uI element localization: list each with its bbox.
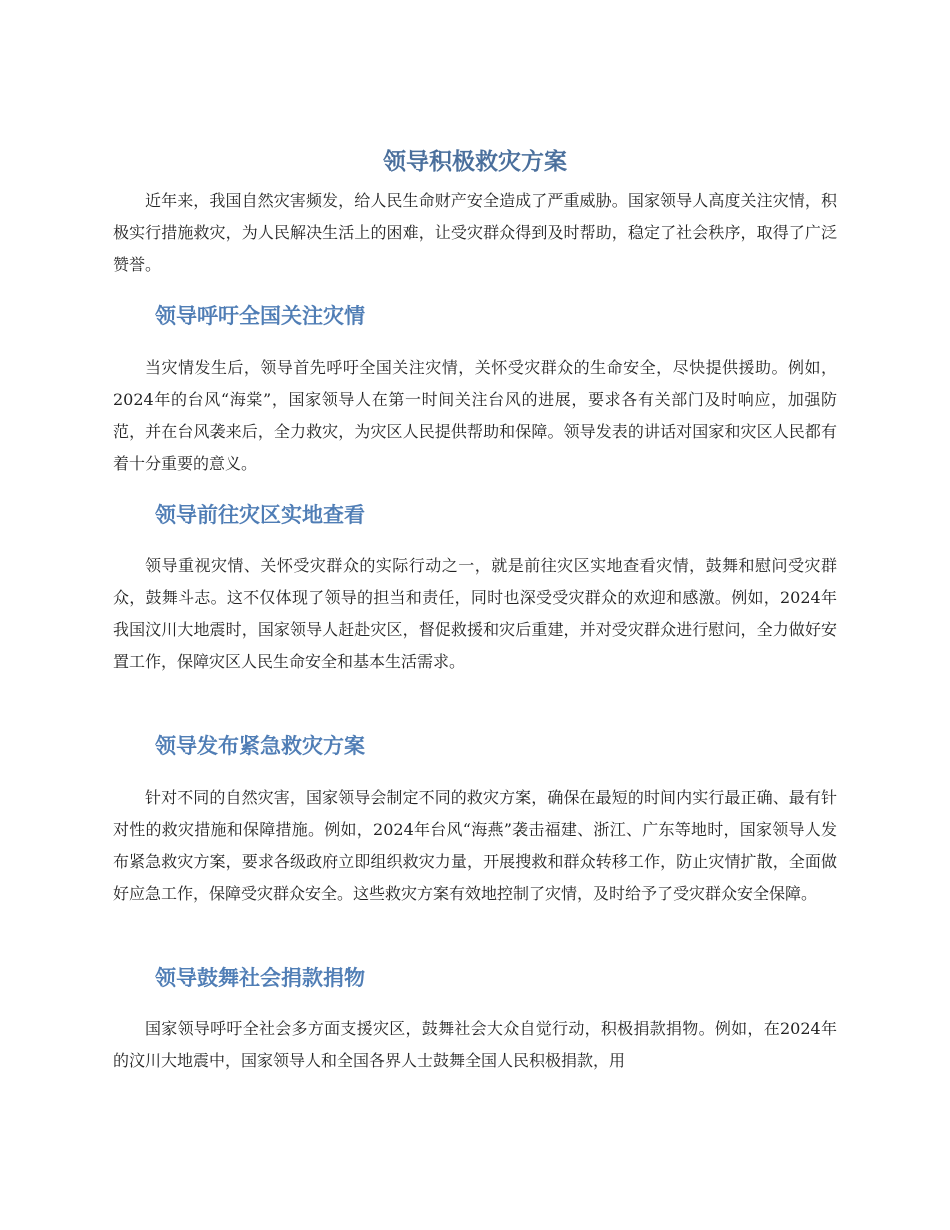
document-title: 领导积极救灾方案 — [383, 149, 567, 175]
section-body-2: 领导重视灾情、关怀受灾群众的实际行动之一，就是前往灾区实地查看灾情，鼓舞和慰问受灾群众，鼓舞斗志。这不仅体现了领导的担当和责任，同时也深受受灾群众的欢迎和感激。例如，2024年我国汶川大地震时，国家领导人赶赴灾区，督促救援和灾后重建，并对受灾群众进行慰问，全力做好安置工作，保障灾区人民生命安全和基本生活需求。 — [113, 556, 837, 671]
section-heading-3: 领导发布紧急救灾方案 — [155, 734, 365, 758]
section-body-1: 当灾情发生后，领导首先呼吁全国关注灾情，关怀受灾群众的生命安全，尽快提供援助。例如，2024年的台风“海棠”，国家领导人在第一时间关注台风的进展，要求各有关部门及时响应，加强防范，并在台风袭来后，全力救灾，为灾区人民提供帮助和保障。领导发表的讲话对国家和灾区人民都有着十分重要的意义。 — [113, 358, 837, 473]
section-body-4: 国家领导呼吁全社会多方面支援灾区，鼓舞社会大众自觉行动，积极捐款捐物。例如，在2024年的汶川大地震中，国家领导人和全国各界人士鼓舞全国人民积极捐款，用 — [113, 1019, 837, 1070]
section-heading-2: 领导前往灾区实地查看 — [155, 503, 365, 527]
intro-paragraph: 近年来，我国自然灾害频发，给人民生命财产安全造成了严重威胁。国家领导人高度关注灾情，积极实行措施救灾，为人民解决生活上的困难，让受灾群众得到及时帮助，稳定了社会秩序，取得了广泛赞誉。 — [113, 191, 837, 274]
section-heading-1: 领导呼吁全国关注灾情 — [155, 304, 365, 328]
section-heading-4: 领导鼓舞社会捐款捐物 — [155, 966, 365, 990]
section-body-3: 针对不同的自然灾害，国家领导会制定不同的救灾方案，确保在最短的时间内实行最正确、最有针对性的救灾措施和保障措施。例如，2024年台风“海燕”袭击福建、浙江、广东等地时，国家领导人发布紧急救灾方案，要求各级政府立即组织救灾力量，开展搜救和群众转移工作，防止灾情扩散，全面做好应急工作，保障受灾群众安全。这些救灾方案有效地控制了灾情，及时给予了受灾群众安全保障。 — [113, 788, 837, 903]
